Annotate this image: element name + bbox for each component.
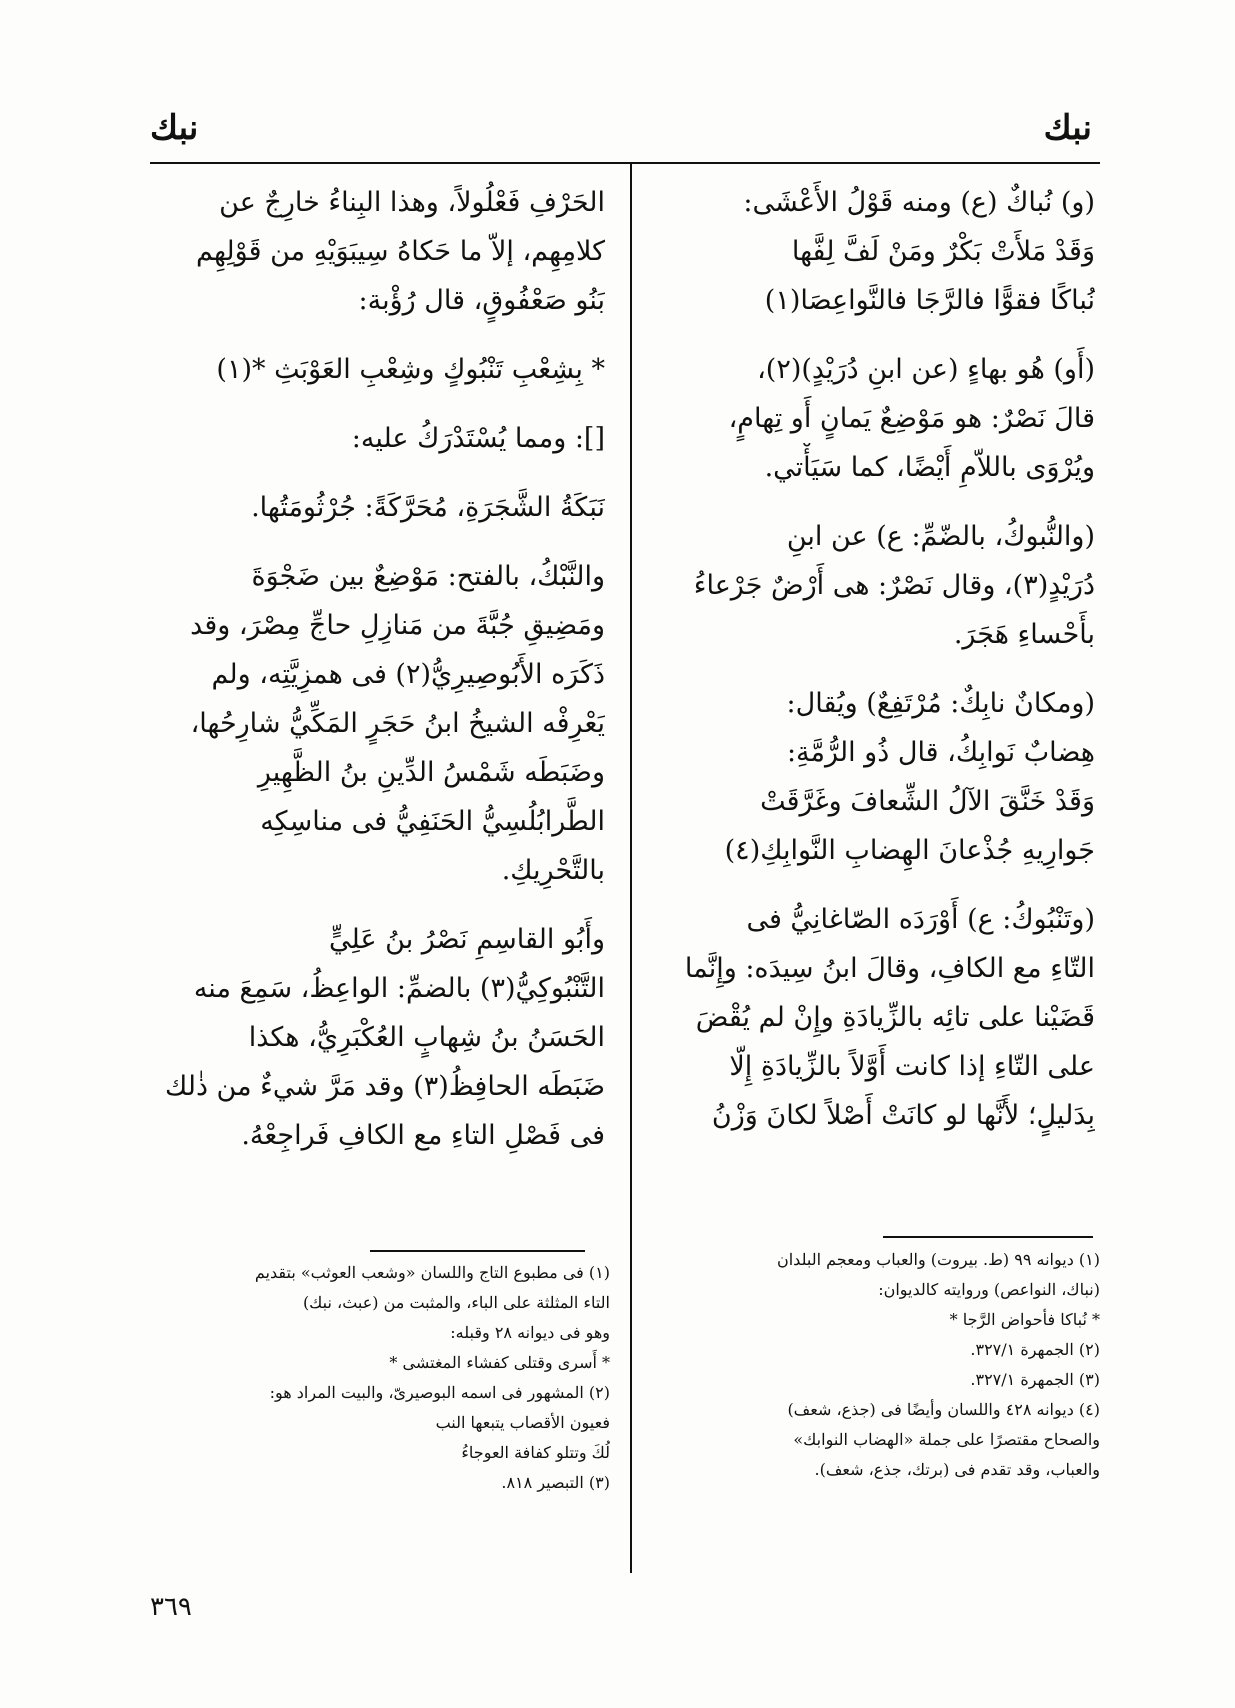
text-line: بِدَليلٍ؛ لأَنَّها لو كانَتْ أَصْلاً لكانَ وَزْنُ bbox=[711, 1100, 1095, 1131]
footnotes-right bbox=[660, 1245, 1100, 1485]
text-line: بَنُو صَعْفُوقٍ، قال رُؤْبة: bbox=[358, 285, 605, 316]
text-line: نَبَكَةُ الشَّجَرَةِ، مُحَرَّكَةً: جُرْثُومَتُها. bbox=[251, 492, 605, 523]
text-line: (٣) الجمهرة ٣٢٧/١. bbox=[970, 1370, 1100, 1389]
text-line: * نُباكا فأحواض الرَّجا * bbox=[949, 1310, 1100, 1329]
text-line: وهو فى ديوانه ٢٨ وقبله: bbox=[450, 1323, 610, 1342]
text-line: والعباب، وقد تقدم فى (برتك، جذع، شعف). bbox=[814, 1460, 1100, 1479]
page-header bbox=[150, 108, 1100, 160]
right-column bbox=[655, 178, 1095, 1140]
text-line: الطَّرابُلُسِيُّ الحَنَفِيُّ فى مناسِكِه bbox=[260, 806, 605, 837]
text-line: جَوارِيهِ جُذْعانَ الهِضابِ النَّوابِكِ(٤) bbox=[724, 835, 1095, 866]
footnote-separator-right bbox=[883, 1236, 1093, 1238]
text-line: قالَ نَصْرٌ: هو مَوْضِعٌ يَمانٍ أَو تِهامٍ، bbox=[728, 403, 1095, 434]
text-line: والصحاح مقتصرًا على جملة «الهضاب النوابك» bbox=[793, 1430, 1100, 1449]
text-line: والنَّبْكُ، بالفتح: مَوْضِعٌ بين ضَجْوَةَ bbox=[251, 561, 605, 592]
paragraph-gap bbox=[150, 895, 605, 915]
footnote-separator-left bbox=[370, 1250, 585, 1252]
paragraph-gap bbox=[150, 463, 605, 483]
paragraph-gap bbox=[150, 394, 605, 414]
text-line: وَقَدْ مَلأَتْ بَكْرٌ ومَنْ لَفَّ لِفَّها bbox=[791, 236, 1095, 267]
text-line: (١) فى مطبوع التاج واللسان «وشعب العوثب» بتقديم bbox=[254, 1263, 610, 1282]
text-line: وَقَدْ خَنَّقَ الآلُ الشِّعافَ وغَرَّقَتْ bbox=[760, 786, 1095, 817]
text-line: فى فَصْلِ التاءِ مع الكافِ فَراجِعْهُ. bbox=[241, 1120, 605, 1151]
text-line: التاء المثلثة على الباء، والمثبت من (عبث، نبك) bbox=[302, 1293, 610, 1312]
text-line: دُرَيْدٍ(٣)، وقال نَصْرٌ: هى أَرْضٌ جَرْعاءُ bbox=[693, 570, 1095, 601]
text-line: نُباكًا فقوًّا فالرَّجَا فالنَّواعِصَا(١) bbox=[764, 285, 1095, 316]
text-line: فعيون الأقصاب يتبعها النب bbox=[435, 1413, 610, 1432]
text-line: * بِشِعْبِ تَنْبُوكٍ وشِعْبِ العَوْبَثِ *(١) bbox=[216, 354, 605, 385]
footnotes-left bbox=[150, 1258, 610, 1498]
text-line: هِضابٌ نَوابِكُ، قال ذُو الرُّمَّةِ: bbox=[786, 737, 1095, 768]
text-line: ومَضِيقِ جُبَّةَ من مَنازِلِ حاجِّ مِصْرَ، وقد bbox=[190, 610, 605, 641]
text-line: ضَبَطَه الحافِظُ(٣) وقد مَرَّ شيءٌ من ذٰلك bbox=[164, 1071, 605, 1102]
paragraph-gap bbox=[655, 492, 1095, 512]
text-line: الحَرْفِ فَعْلُولاً، وهذا البِناءُ خارِجٌ عن bbox=[219, 187, 605, 218]
paragraph-gap bbox=[655, 325, 1095, 345]
text-line: الحَسَنُ بنُ شِهابٍ العُكْبَرِيُّ، هكذا bbox=[248, 1022, 605, 1053]
header-rule bbox=[150, 162, 1100, 164]
text-line: (٤) ديوانه ٤٢٨ واللسان وأيضًا فى (جذع، شعف) bbox=[787, 1400, 1100, 1419]
text-line: (وتَنْبُوكُ: ع) أَوْرَدَه الصّاغانِيُّ فى bbox=[746, 904, 1095, 935]
left-column bbox=[150, 178, 605, 1160]
text-line: يَعْرِفْه الشيخُ ابنُ حَجَرٍ المَكِّيُّ شارِحُها، bbox=[190, 708, 605, 739]
page-number: ٣٦٩ bbox=[150, 1592, 192, 1622]
text-line: على التّاءِ إذا كانت أَوَّلاً بالزِّيادَةِ إِلّا bbox=[729, 1051, 1095, 1082]
text-line: (و) نُباكٌ (ع) ومنه قَوْلُ الأَعْشَى: bbox=[743, 187, 1095, 218]
text-line: كلامِهِم، إلاّ ما حَكاهُ سِيبَوَيْهِ من قَوْلِهِم bbox=[196, 236, 605, 267]
text-line: * أَسرى وقتلى كفشاء المغتشى * bbox=[389, 1353, 610, 1372]
text-line: (أَو) هُو بهاءٍ (عن ابنِ دُرَيْدٍ)(٢)، bbox=[757, 354, 1095, 385]
header-word-right: نبك bbox=[1043, 108, 1092, 148]
text-line: (ومكانٌ نابِكٌ: مُرْتَفِعٌ) ويُقال: bbox=[786, 688, 1095, 719]
text-line: (٢) المشهور فى اسمه البوصيرىّ، والبيت المراد هو: bbox=[269, 1383, 610, 1402]
text-line: التّاءِ مع الكافِ، وقالَ ابنُ سِيدَه: وإِنَّما bbox=[684, 953, 1095, 984]
header-word-left: نبك bbox=[150, 108, 199, 148]
text-line: ذَكَرَه الأَبُوصِيرِيُّ(٢) فى همزِيَّتِه، ولم bbox=[211, 659, 605, 690]
text-line: (والنُّبوكُ، بالضّمِّ: ع) عن ابنِ bbox=[786, 521, 1095, 552]
text-line: (نباك، النواعص) وروايته كالديوان: bbox=[878, 1280, 1100, 1299]
text-line: ويُرْوَى باللاّمِ أَيْضًا، كما سَيَأْتي. bbox=[764, 452, 1095, 483]
text-line: (٣) التبصير ٨١٨. bbox=[501, 1473, 610, 1492]
column-divider bbox=[630, 163, 632, 1573]
text-line: بأَحْساءِ هَجَرَ. bbox=[953, 619, 1095, 650]
text-line: وأَبُو القاسِمِ نَصْرُ بنُ عَلِيٍّ bbox=[329, 924, 605, 955]
text-line: لُكَ وتتلو كفافة العوجاءُ bbox=[461, 1443, 610, 1462]
paragraph-gap bbox=[655, 875, 1095, 895]
text-line: قَضَيْنا على تائِه بالزِّيادَةِ وإِنْ لم يُقْضَ bbox=[695, 1002, 1095, 1033]
text-line: []: ومما يُسْتَدْرَكُ عليه: bbox=[351, 423, 605, 454]
paragraph-gap bbox=[150, 532, 605, 552]
paragraph-gap bbox=[150, 325, 605, 345]
text-line: بالتَّحْرِيكِ. bbox=[501, 855, 605, 886]
paragraph-gap bbox=[655, 659, 1095, 679]
text-line: التَّنْبُوكِيُّ(٣) بالضمِّ: الواعِظُ، سَمِعَ منه bbox=[193, 973, 605, 1004]
text-line: (١) ديوانه ٩٩ (ط. بيروت) والعباب ومعجم البلدان bbox=[776, 1250, 1100, 1269]
text-line: (٢) الجمهرة ٣٢٧/١. bbox=[970, 1340, 1100, 1359]
text-line: وضَبَطَه شَمْسُ الدِّينِ بنُ الظَّهِيرِ bbox=[257, 757, 605, 788]
